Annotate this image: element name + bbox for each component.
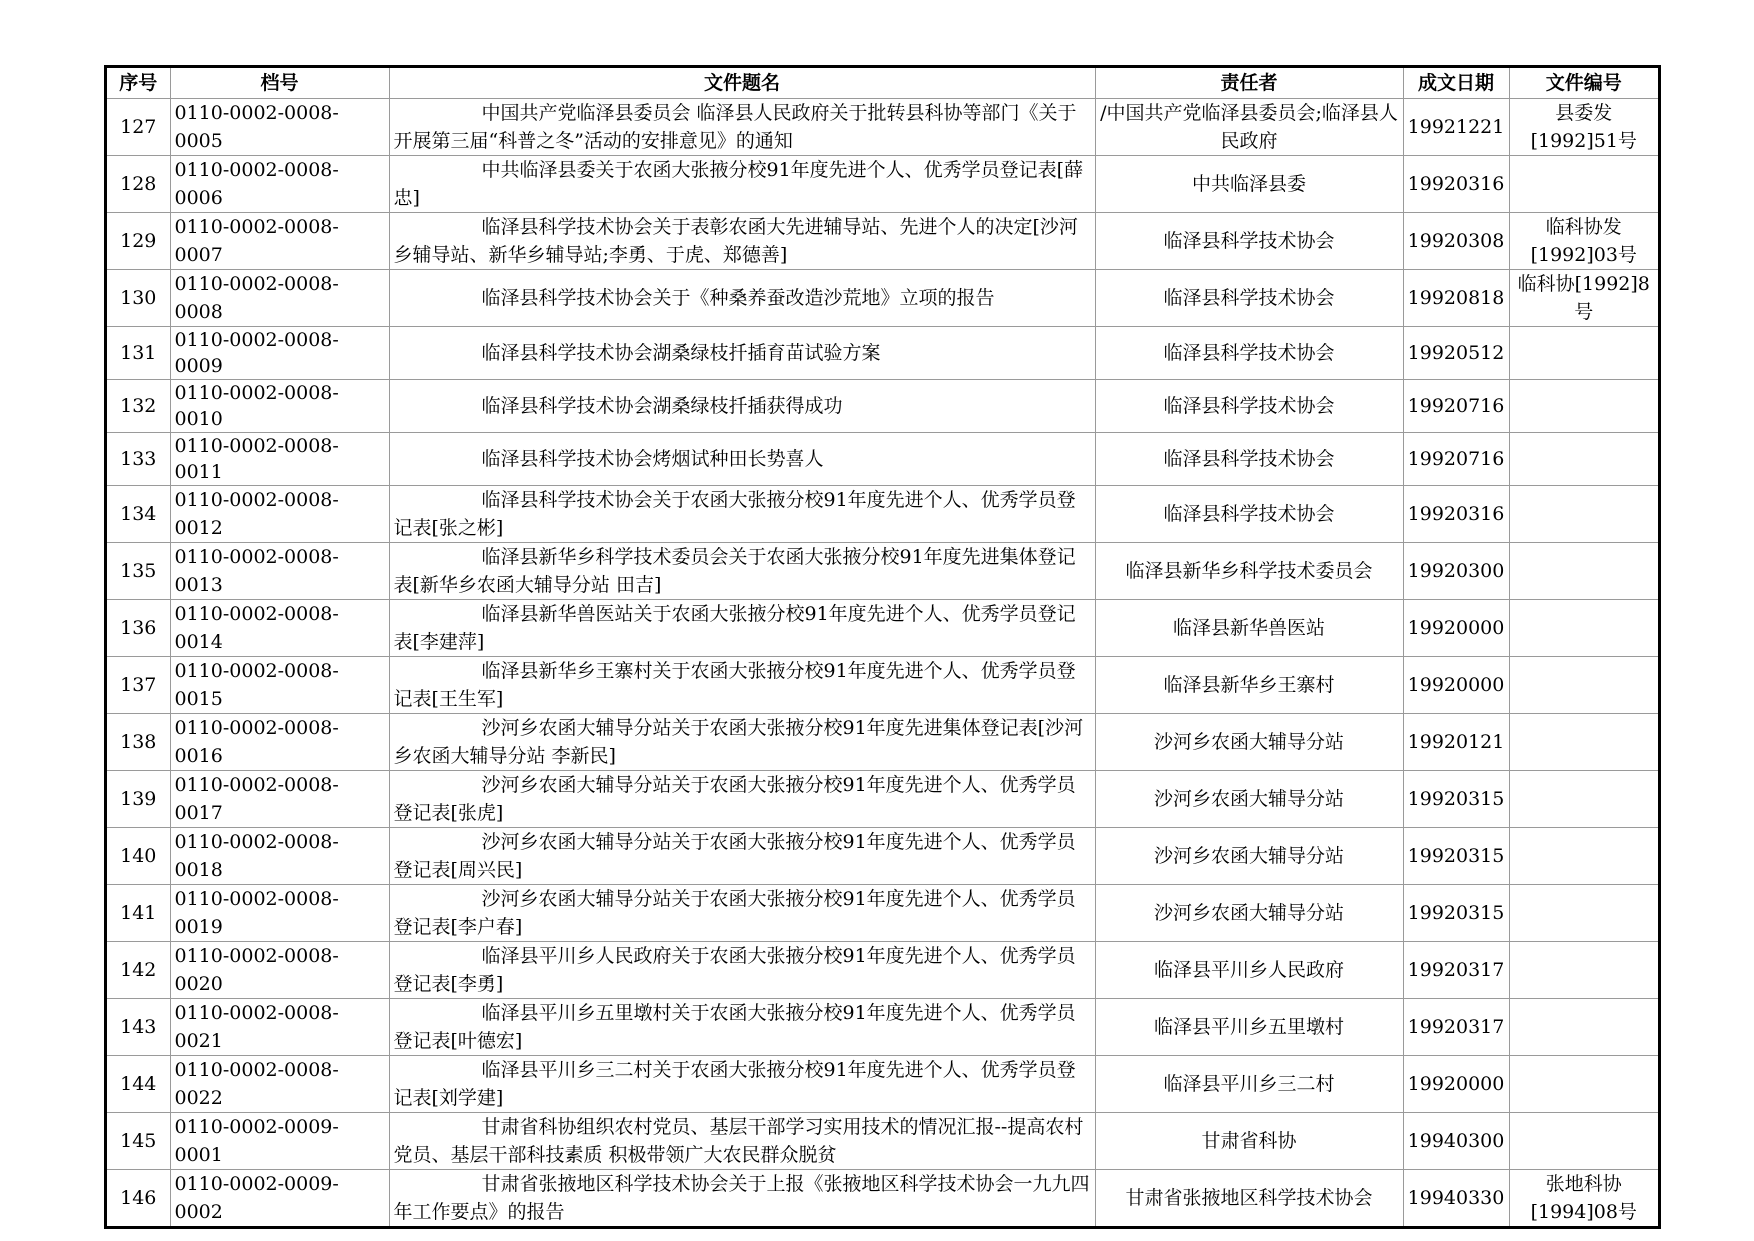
table-row — [106, 543, 1659, 600]
table-body — [106, 99, 1659, 1228]
cell-code: 0110-0002-0008-0011 — [170, 433, 389, 486]
header-seq: 序号 — [106, 67, 170, 99]
title-text: 临泽县科学技术协会湖桑绿枝扦插获得成功 — [481, 395, 843, 417]
cell-title — [389, 433, 1095, 486]
cell-docno — [1509, 771, 1659, 828]
cell-docno — [1509, 380, 1659, 433]
cell-seq: 130 — [106, 270, 170, 327]
table-row — [106, 1056, 1659, 1113]
table-row — [106, 486, 1659, 543]
table-row — [106, 885, 1659, 942]
cell-responsible: 沙河乡农函大辅导分站 — [1095, 714, 1403, 771]
cell-responsible: 临泽县平川乡三二村 — [1095, 1056, 1403, 1113]
cell-date: 19920316 — [1403, 486, 1509, 543]
cell-seq: 143 — [106, 999, 170, 1056]
cell-seq: 136 — [106, 600, 170, 657]
table-row — [106, 1113, 1659, 1170]
title-text: 临泽县新华乡王寨村关于农函大张掖分校91年度先进个人、优秀学员登记表[王生军] — [393, 660, 1076, 710]
cell-date: 19920716 — [1403, 380, 1509, 433]
title-text: 临泽县科学技术协会关于《种桑养蚕改造沙荒地》立项的报告 — [481, 287, 995, 309]
cell-date: 19940330 — [1403, 1170, 1509, 1228]
cell-responsible: 沙河乡农函大辅导分站 — [1095, 885, 1403, 942]
cell-responsible: 临泽县平川乡人民政府 — [1095, 942, 1403, 999]
cell-docno — [1509, 942, 1659, 999]
cell-seq: 137 — [106, 657, 170, 714]
cell-responsible: 中共临泽县委 — [1095, 156, 1403, 213]
cell-docno — [1509, 486, 1659, 543]
cell-seq: 146 — [106, 1170, 170, 1228]
cell-docno — [1509, 433, 1659, 486]
cell-seq: 128 — [106, 156, 170, 213]
title-text: 临泽县科学技术协会关于农函大张掖分校91年度先进个人、优秀学员登记表[张之彬] — [393, 489, 1076, 539]
cell-date: 19920308 — [1403, 213, 1509, 270]
archive-catalog-table — [105, 66, 1660, 1228]
cell-docno — [1509, 1056, 1659, 1113]
cell-title — [389, 600, 1095, 657]
table-row — [106, 270, 1659, 327]
table-row — [106, 327, 1659, 380]
title-text: 临泽县平川乡五里墩村关于农函大张掖分校91年度先进个人、优秀学员登记表[叶德宏] — [393, 1002, 1076, 1052]
table-row — [106, 714, 1659, 771]
title-text: 中共临泽县委关于农函大张掖分校91年度先进个人、优秀学员登记表[薛忠] — [393, 159, 1084, 209]
cell-title — [389, 213, 1095, 270]
cell-docno — [1509, 1113, 1659, 1170]
title-text: 中国共产党临泽县委员会 临泽县人民政府关于批转县科协等部门《关于开展第三届“科普之冬”活动的安排意见》的通知 — [393, 102, 1077, 152]
cell-date: 19920121 — [1403, 714, 1509, 771]
cell-code: 0110-0002-0008-0008 — [170, 270, 389, 327]
cell-docno — [1509, 828, 1659, 885]
cell-title — [389, 714, 1095, 771]
cell-responsible: 甘肃省科协 — [1095, 1113, 1403, 1170]
cell-date: 19920000 — [1403, 1056, 1509, 1113]
cell-title — [389, 1113, 1095, 1170]
title-text: 沙河乡农函大辅导分站关于农函大张掖分校91年度先进个人、优秀学员登记表[张虎] — [393, 774, 1076, 824]
title-text: 临泽县平川乡人民政府关于农函大张掖分校91年度先进个人、优秀学员登记表[李勇] — [393, 945, 1076, 995]
cell-responsible: 沙河乡农函大辅导分站 — [1095, 828, 1403, 885]
cell-responsible: /中国共产党临泽县委员会;临泽县人民政府 — [1095, 99, 1403, 156]
cell-responsible: 临泽县平川乡五里墩村 — [1095, 999, 1403, 1056]
cell-code: 0110-0002-0008-0022 — [170, 1056, 389, 1113]
title-text: 沙河乡农函大辅导分站关于农函大张掖分校91年度先进个人、优秀学员登记表[李户春] — [393, 888, 1076, 938]
cell-seq: 134 — [106, 486, 170, 543]
title-text: 临泽县科学技术协会关于表彰农函大先进辅导站、先进个人的决定[沙河乡辅导站、新华乡辅导站;李勇、于虎、郑德善] — [393, 216, 1078, 266]
cell-code: 0110-0002-0008-0021 — [170, 999, 389, 1056]
cell-code: 0110-0002-0008-0013 — [170, 543, 389, 600]
cell-date: 19920716 — [1403, 433, 1509, 486]
cell-seq: 142 — [106, 942, 170, 999]
table-row — [106, 657, 1659, 714]
cell-responsible: 临泽县科学技术协会 — [1095, 433, 1403, 486]
cell-seq: 145 — [106, 1113, 170, 1170]
cell-seq: 129 — [106, 213, 170, 270]
cell-title — [389, 885, 1095, 942]
cell-docno: 县委发[1992]51号 — [1509, 99, 1659, 156]
cell-date: 19920300 — [1403, 543, 1509, 600]
cell-code: 0110-0002-0008-0005 — [170, 99, 389, 156]
cell-seq: 127 — [106, 99, 170, 156]
table-row — [106, 213, 1659, 270]
table-row — [106, 600, 1659, 657]
cell-title — [389, 270, 1095, 327]
header-date: 成文日期 — [1403, 67, 1509, 99]
cell-title — [389, 1056, 1095, 1113]
cell-responsible: 临泽县科学技术协会 — [1095, 486, 1403, 543]
cell-code: 0110-0002-0008-0012 — [170, 486, 389, 543]
title-text: 沙河乡农函大辅导分站关于农函大张掖分校91年度先进个人、优秀学员登记表[周兴民] — [393, 831, 1076, 881]
cell-seq: 133 — [106, 433, 170, 486]
table-row — [106, 771, 1659, 828]
header-code: 档号 — [170, 67, 389, 99]
cell-seq: 144 — [106, 1056, 170, 1113]
cell-date: 19920317 — [1403, 942, 1509, 999]
cell-date: 19920317 — [1403, 999, 1509, 1056]
cell-docno — [1509, 999, 1659, 1056]
cell-title — [389, 327, 1095, 380]
cell-responsible: 临泽县科学技术协会 — [1095, 380, 1403, 433]
cell-docno — [1509, 885, 1659, 942]
cell-seq: 132 — [106, 380, 170, 433]
cell-code: 0110-0002-0008-0007 — [170, 213, 389, 270]
header-responsible: 责任者 — [1095, 67, 1403, 99]
cell-responsible: 临泽县科学技术协会 — [1095, 213, 1403, 270]
title-text: 临泽县科学技术协会烤烟试种田长势喜人 — [481, 448, 824, 470]
cell-seq: 131 — [106, 327, 170, 380]
title-text: 临泽县新华兽医站关于农函大张掖分校91年度先进个人、优秀学员登记表[李建萍] — [393, 603, 1076, 653]
cell-title — [389, 380, 1095, 433]
cell-seq: 135 — [106, 543, 170, 600]
cell-docno: 张地科协[1994]08号 — [1509, 1170, 1659, 1228]
cell-code: 0110-0002-0008-0006 — [170, 156, 389, 213]
cell-code: 0110-0002-0008-0016 — [170, 714, 389, 771]
cell-docno: 临科协发[1992]03号 — [1509, 213, 1659, 270]
cell-title — [389, 99, 1095, 156]
cell-date: 19920315 — [1403, 828, 1509, 885]
cell-title — [389, 999, 1095, 1056]
cell-seq: 138 — [106, 714, 170, 771]
cell-code: 0110-0002-0008-0019 — [170, 885, 389, 942]
cell-docno — [1509, 156, 1659, 213]
cell-date: 19940300 — [1403, 1113, 1509, 1170]
cell-date: 19920000 — [1403, 600, 1509, 657]
cell-seq: 140 — [106, 828, 170, 885]
cell-title — [389, 1170, 1095, 1228]
cell-code: 0110-0002-0008-0017 — [170, 771, 389, 828]
cell-date: 19920316 — [1403, 156, 1509, 213]
header-title: 文件题名 — [389, 67, 1095, 99]
cell-title — [389, 156, 1095, 213]
cell-seq: 141 — [106, 885, 170, 942]
cell-title — [389, 771, 1095, 828]
cell-code: 0110-0002-0008-0015 — [170, 657, 389, 714]
cell-date: 19920315 — [1403, 771, 1509, 828]
table-row — [106, 433, 1659, 486]
table-row — [106, 380, 1659, 433]
cell-title — [389, 828, 1095, 885]
cell-docno — [1509, 600, 1659, 657]
cell-code: 0110-0002-0008-0014 — [170, 600, 389, 657]
cell-title — [389, 657, 1095, 714]
cell-code: 0110-0002-0008-0020 — [170, 942, 389, 999]
header-row — [106, 67, 1659, 99]
cell-code: 0110-0002-0008-0018 — [170, 828, 389, 885]
cell-title — [389, 543, 1095, 600]
cell-title — [389, 942, 1095, 999]
table-row — [106, 156, 1659, 213]
cell-responsible: 沙河乡农函大辅导分站 — [1095, 771, 1403, 828]
title-text: 沙河乡农函大辅导分站关于农函大张掖分校91年度先进集体登记表[沙河乡农函大辅导分站 李新民] — [393, 717, 1084, 767]
title-text: 临泽县新华乡科学技术委员会关于农函大张掖分校91年度先进集体登记表[新华乡农函大辅导分站 田吉] — [393, 546, 1076, 596]
table-row — [106, 99, 1659, 156]
cell-docno — [1509, 327, 1659, 380]
cell-date: 19920000 — [1403, 657, 1509, 714]
cell-date: 19920315 — [1403, 885, 1509, 942]
cell-responsible: 甘肃省张掖地区科学技术协会 — [1095, 1170, 1403, 1228]
title-text: 甘肃省张掖地区科学技术协会关于上报《张掖地区科学技术协会一九九四年工作要点》的报告 — [393, 1173, 1090, 1223]
cell-date: 19921221 — [1403, 99, 1509, 156]
table-row — [106, 942, 1659, 999]
table-row — [106, 1170, 1659, 1228]
cell-responsible: 临泽县新华兽医站 — [1095, 600, 1403, 657]
cell-code: 0110-0002-0009-0002 — [170, 1170, 389, 1228]
cell-responsible: 临泽县科学技术协会 — [1095, 327, 1403, 380]
cell-responsible: 临泽县科学技术协会 — [1095, 270, 1403, 327]
cell-date: 19920512 — [1403, 327, 1509, 380]
title-text: 临泽县平川乡三二村关于农函大张掖分校91年度先进个人、优秀学员登记表[刘学建] — [393, 1059, 1076, 1109]
cell-docno — [1509, 714, 1659, 771]
title-text: 临泽县科学技术协会湖桑绿枝扦插育苗试验方案 — [481, 342, 881, 364]
cell-docno: 临科协[1992]8号 — [1509, 270, 1659, 327]
cell-code: 0110-0002-0008-0009 — [170, 327, 389, 380]
cell-docno — [1509, 543, 1659, 600]
header-docno: 文件编号 — [1509, 67, 1659, 99]
cell-code: 0110-0002-0008-0010 — [170, 380, 389, 433]
cell-responsible: 临泽县新华乡王寨村 — [1095, 657, 1403, 714]
cell-code: 0110-0002-0009-0001 — [170, 1113, 389, 1170]
table-row — [106, 828, 1659, 885]
title-text: 甘肃省科协组织农村党员、基层干部学习实用技术的情况汇报--提高农村党员、基层干部科技素质 积极带领广大农民群众脱贫 — [393, 1116, 1084, 1166]
table-row — [106, 999, 1659, 1056]
cell-responsible: 临泽县新华乡科学技术委员会 — [1095, 543, 1403, 600]
cell-title — [389, 486, 1095, 543]
cell-date: 19920818 — [1403, 270, 1509, 327]
cell-seq: 139 — [106, 771, 170, 828]
cell-docno — [1509, 657, 1659, 714]
